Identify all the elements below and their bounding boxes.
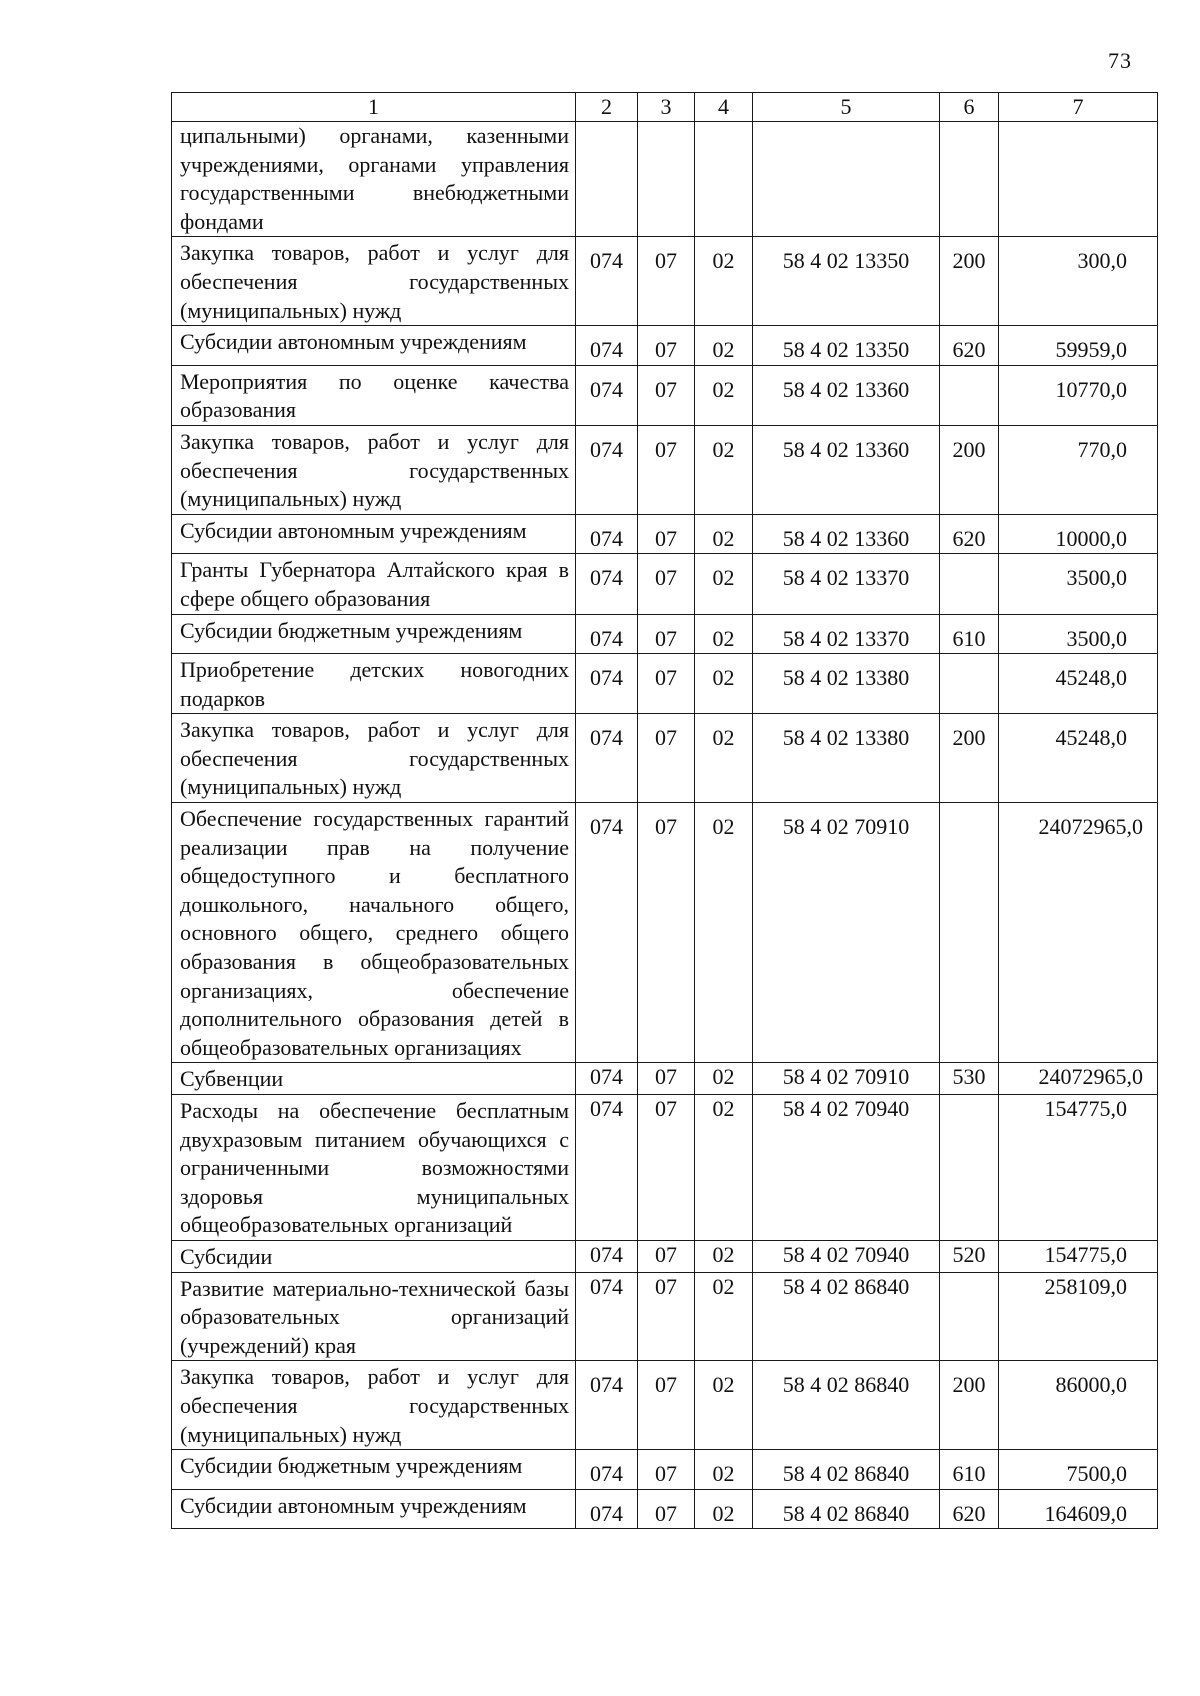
row-section: 07 (638, 803, 695, 1063)
table-row (172, 425, 1158, 514)
header-cell: 2 (576, 93, 638, 122)
row-expense-type (940, 654, 999, 714)
row-target-code: 58 4 02 13360 (753, 425, 940, 514)
row-expense-type (940, 365, 999, 425)
row-admin-code: 074 (576, 654, 638, 714)
row-description: Субсидии автономным учреждениям (172, 514, 576, 554)
table-row (172, 1095, 1158, 1241)
row-expense-type: 200 (940, 714, 999, 803)
row-subsection: 02 (695, 1063, 753, 1095)
row-section: 07 (638, 1361, 695, 1450)
row-subsection: 02 (695, 803, 753, 1063)
table-row (172, 1450, 1158, 1490)
row-description: Расходы на обеспечение бесплатным двухразовым питанием обучающихся с ограниченными возможностями здоровья муниципальных общеобразовательных организаций (172, 1095, 576, 1241)
row-subsection: 02 (695, 1272, 753, 1361)
row-admin-code: 074 (576, 714, 638, 803)
row-subsection: 02 (695, 1095, 753, 1241)
header-cell: 1 (172, 93, 576, 122)
row-expense-type: 620 (940, 514, 999, 554)
row-expense-type (940, 1272, 999, 1361)
row-target-code: 58 4 02 86840 (753, 1272, 940, 1361)
row-expense-type: 620 (940, 1489, 999, 1529)
row-target-code: 58 4 02 13360 (753, 514, 940, 554)
table-row (172, 1063, 1158, 1095)
row-amount: 10000,0 (999, 514, 1158, 554)
row-expense-type (940, 122, 999, 237)
row-amount: 164609,0 (999, 1489, 1158, 1529)
row-target-code: 58 4 02 70910 (753, 1063, 940, 1095)
row-section: 07 (638, 654, 695, 714)
row-amount: 154775,0 (999, 1240, 1158, 1272)
row-amount: 7500,0 (999, 1450, 1158, 1490)
row-target-code: 58 4 02 86840 (753, 1489, 940, 1529)
table-row (172, 654, 1158, 714)
row-subsection: 02 (695, 554, 753, 614)
row-amount: 154775,0 (999, 1095, 1158, 1241)
row-admin-code: 074 (576, 1063, 638, 1095)
table-header-row (172, 93, 1158, 122)
row-admin-code: 074 (576, 614, 638, 654)
row-amount: 86000,0 (999, 1361, 1158, 1450)
row-section: 07 (638, 237, 695, 326)
row-target-code (753, 122, 940, 237)
table-row (172, 554, 1158, 614)
row-subsection: 02 (695, 1361, 753, 1450)
row-admin-code: 074 (576, 514, 638, 554)
row-section: 07 (638, 365, 695, 425)
row-admin-code: 074 (576, 803, 638, 1063)
row-subsection: 02 (695, 1489, 753, 1529)
row-amount: 3500,0 (999, 554, 1158, 614)
row-amount: 59959,0 (999, 326, 1158, 366)
row-amount: 45248,0 (999, 654, 1158, 714)
row-description: Субсидии автономным учреждениям (172, 326, 576, 366)
row-amount: 45248,0 (999, 714, 1158, 803)
row-admin-code: 074 (576, 1095, 638, 1241)
row-expense-type: 610 (940, 1450, 999, 1490)
row-subsection: 02 (695, 714, 753, 803)
header-cell: 5 (753, 93, 940, 122)
row-expense-type (940, 803, 999, 1063)
table-row (172, 1240, 1158, 1272)
row-subsection: 02 (695, 514, 753, 554)
row-description: Гранты Губернатора Алтайского края в сфере общего образования (172, 554, 576, 614)
row-section: 07 (638, 514, 695, 554)
row-section: 07 (638, 425, 695, 514)
row-target-code: 58 4 02 70940 (753, 1095, 940, 1241)
row-target-code: 58 4 02 70940 (753, 1240, 940, 1272)
row-subsection: 02 (695, 1240, 753, 1272)
table-row (172, 365, 1158, 425)
row-admin-code: 074 (576, 554, 638, 614)
row-section: 07 (638, 1450, 695, 1490)
header-cell: 3 (638, 93, 695, 122)
table-row (172, 514, 1158, 554)
page-number: 73 (1108, 48, 1132, 73)
row-amount: 24072965,0 (999, 1063, 1158, 1095)
row-subsection: 02 (695, 1450, 753, 1490)
row-admin-code: 074 (576, 365, 638, 425)
header-cell: 4 (695, 93, 753, 122)
row-subsection: 02 (695, 614, 753, 654)
row-description: Субвенции (172, 1063, 576, 1095)
table-row (172, 237, 1158, 326)
row-admin-code: 074 (576, 1489, 638, 1529)
row-description: Субсидии автономным учреждениям (172, 1489, 576, 1529)
table-row (172, 1272, 1158, 1361)
row-target-code: 58 4 02 86840 (753, 1361, 940, 1450)
table-row (172, 1361, 1158, 1450)
row-target-code: 58 4 02 13380 (753, 654, 940, 714)
row-expense-type: 620 (940, 326, 999, 366)
row-subsection: 02 (695, 654, 753, 714)
row-admin-code: 074 (576, 1361, 638, 1450)
row-description: Закупка товаров, работ и услуг для обеспечения государственных (муниципальных) нужд (172, 714, 576, 803)
row-section: 07 (638, 554, 695, 614)
row-section (638, 122, 695, 237)
row-section: 07 (638, 714, 695, 803)
row-description: Мероприятия по оценке качества образования (172, 365, 576, 425)
row-amount: 300,0 (999, 237, 1158, 326)
row-description: Закупка товаров, работ и услуг для обеспечения государственных (муниципальных) нужд (172, 425, 576, 514)
row-section: 07 (638, 326, 695, 366)
table-row (172, 122, 1158, 237)
row-description: Субсидии бюджетным учреждениям (172, 1450, 576, 1490)
row-amount: 10770,0 (999, 365, 1158, 425)
table-row (172, 326, 1158, 366)
row-target-code: 58 4 02 86840 (753, 1450, 940, 1490)
table-row (172, 803, 1158, 1063)
row-expense-type: 520 (940, 1240, 999, 1272)
row-description: Субсидии (172, 1240, 576, 1272)
table-row (172, 714, 1158, 803)
header-cell: 6 (940, 93, 999, 122)
row-expense-type: 200 (940, 1361, 999, 1450)
row-target-code: 58 4 02 13350 (753, 237, 940, 326)
row-subsection: 02 (695, 237, 753, 326)
row-amount (999, 122, 1158, 237)
row-admin-code: 074 (576, 237, 638, 326)
table-row (172, 1489, 1158, 1529)
row-target-code: 58 4 02 13360 (753, 365, 940, 425)
header-cell: 7 (999, 93, 1158, 122)
row-section: 07 (638, 1272, 695, 1361)
row-target-code: 58 4 02 13350 (753, 326, 940, 366)
row-description: Закупка товаров, работ и услуг для обеспечения государственных (муниципальных) нужд (172, 237, 576, 326)
row-description: Закупка товаров, работ и услуг для обеспечения государственных (муниципальных) нужд (172, 1361, 576, 1450)
row-section: 07 (638, 614, 695, 654)
row-expense-type: 530 (940, 1063, 999, 1095)
budget-table (171, 92, 1158, 1529)
row-target-code: 58 4 02 13380 (753, 714, 940, 803)
row-subsection (695, 122, 753, 237)
row-section: 07 (638, 1063, 695, 1095)
row-amount: 770,0 (999, 425, 1158, 514)
row-expense-type: 200 (940, 425, 999, 514)
row-admin-code (576, 122, 638, 237)
row-section: 07 (638, 1489, 695, 1529)
row-expense-type: 200 (940, 237, 999, 326)
row-amount: 3500,0 (999, 614, 1158, 654)
row-admin-code: 074 (576, 1272, 638, 1361)
row-admin-code: 074 (576, 326, 638, 366)
row-section: 07 (638, 1240, 695, 1272)
row-expense-type (940, 1095, 999, 1241)
table-row (172, 614, 1158, 654)
row-amount: 258109,0 (999, 1272, 1158, 1361)
row-expense-type (940, 554, 999, 614)
row-amount: 24072965,0 (999, 803, 1158, 1063)
row-target-code: 58 4 02 13370 (753, 554, 940, 614)
row-description: Субсидии бюджетным учреждениям (172, 614, 576, 654)
row-description: Приобретение детских новогодних подарков (172, 654, 576, 714)
row-description: Развитие материально-технической базы образовательных организаций (учреждений) края (172, 1272, 576, 1361)
row-subsection: 02 (695, 365, 753, 425)
row-admin-code: 074 (576, 1450, 638, 1490)
row-subsection: 02 (695, 425, 753, 514)
row-target-code: 58 4 02 70910 (753, 803, 940, 1063)
row-description: ципальными) органами, казенными учреждениями, органами управления государственными внебюджетными фондами (172, 122, 576, 237)
row-admin-code: 074 (576, 425, 638, 514)
row-description: Обеспечение государственных гарантий реализации прав на получение общедоступного и бесплатного дошкольного, начального общего, основного общего, среднего общего образования в общеобразовательных организациях, обеспечение дополнительного образования детей в общеобразовательных организациях (172, 803, 576, 1063)
row-expense-type: 610 (940, 614, 999, 654)
row-subsection: 02 (695, 326, 753, 366)
row-section: 07 (638, 1095, 695, 1241)
row-admin-code: 074 (576, 1240, 638, 1272)
row-target-code: 58 4 02 13370 (753, 614, 940, 654)
